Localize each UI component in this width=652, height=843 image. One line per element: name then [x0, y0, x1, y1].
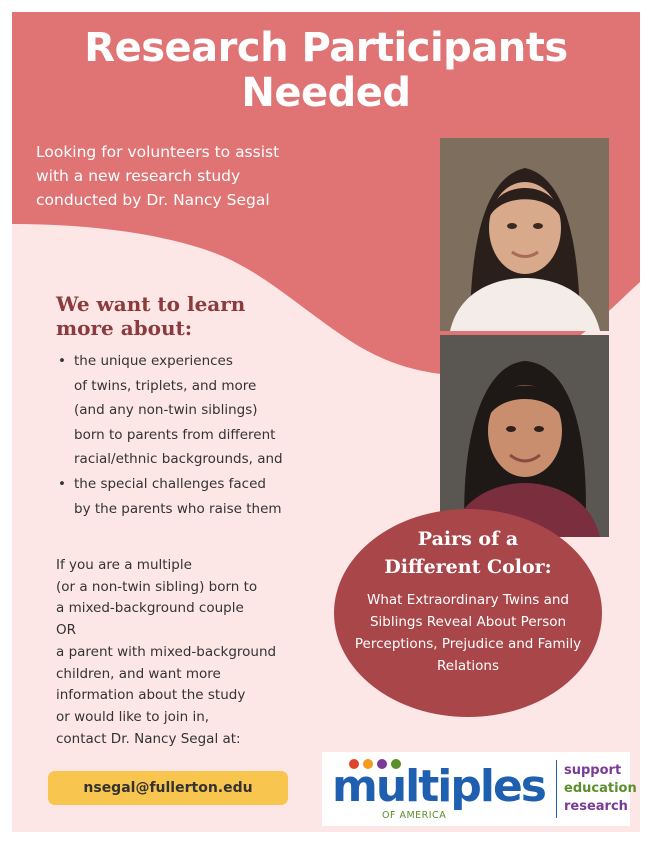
book-title-line1: Pairs of a — [417, 528, 519, 550]
logo-tagline: OF AMERICA — [382, 810, 447, 821]
bullet-text: the unique experiences of twins, triplets, and more (and any non-twin siblings) born to parents from different racial/ethnic backgrounds, and — [74, 353, 283, 468]
portrait-photo-bottom — [440, 335, 609, 537]
learn-heading-line2: more about: — [56, 316, 193, 340]
page-title-line2: Needed — [241, 70, 411, 116]
eligibility-line: contact Dr. Nancy Segal at: — [56, 730, 241, 747]
eligibility-line: OR — [56, 622, 77, 639]
bullet-text: the special challenges faced by the parents who raise them — [74, 475, 282, 517]
list-item — [56, 349, 336, 472]
email-link-button[interactable]: nsegal@fullerton.edu — [48, 771, 288, 805]
intro-line2: with a new research study — [36, 167, 241, 185]
eligibility-line: If you are a multiple — [56, 557, 192, 573]
bullet-dot-icon: • — [58, 475, 66, 492]
list-item — [56, 472, 336, 521]
eligibility-line: (or a non-twin sibling) born to — [56, 578, 258, 595]
eligibility-line: a mixed-background couple — [56, 600, 244, 617]
intro-line1: Looking for volunteers to assist — [36, 143, 280, 161]
eligibility-line: children, and want more — [56, 665, 221, 682]
intro-line3: conducted by Dr. Nancy Segal — [36, 191, 270, 209]
logo-tag-research: research — [564, 799, 628, 814]
learn-heading — [56, 292, 245, 340]
eligibility-line: or would like to join in, — [56, 708, 210, 725]
book-title-oval — [334, 509, 602, 717]
eligibility-text — [56, 555, 336, 750]
logo-tags — [564, 762, 637, 816]
page-title — [12, 26, 640, 116]
logo-tag-support: support — [564, 763, 622, 778]
book-title — [334, 525, 602, 581]
learn-bullet-list — [56, 349, 336, 521]
bullet-dot-icon: • — [58, 353, 66, 369]
learn-heading-line1: We want to learn — [56, 292, 246, 316]
book-title-line2: Different Color: — [384, 556, 552, 578]
eligibility-line: a parent with mixed-background — [56, 643, 277, 660]
logo-tag-education: education — [564, 781, 637, 796]
multiples-of-america-logo — [322, 752, 637, 826]
page-title-line1: Research Participants — [84, 25, 568, 71]
eligibility-line: information about the study — [56, 687, 246, 704]
logo-divider — [556, 760, 557, 818]
intro-text — [36, 140, 356, 212]
portrait-photo-top — [440, 138, 609, 331]
flyer-page — [12, 12, 640, 832]
book-subtitle: What Extraordinary Twins and Siblings Reveal About Person Perceptions, Prejudice and Family Relations — [354, 592, 582, 674]
logo-wordmark: multiples — [332, 761, 545, 812]
